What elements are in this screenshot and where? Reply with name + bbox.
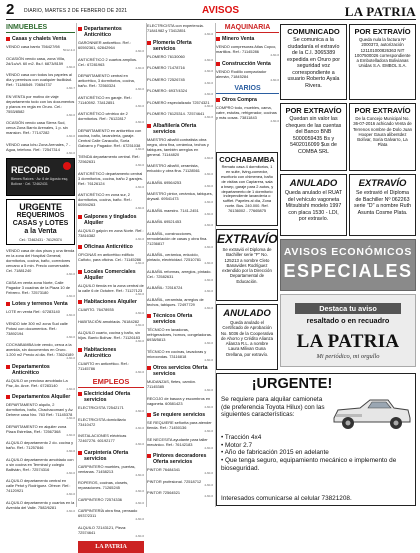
bullet-square-icon <box>147 124 151 128</box>
ad-reference: 4-60-6 <box>66 470 75 475</box>
classified-ad: TÉCNICO en lavadoras, refrigeradores, hornos, congeladoras. 6938/5813 4-60-6 <box>147 327 213 345</box>
classified-ad: CUARTO. 76478935 4-60-6 <box>78 307 144 315</box>
category-heading: Oficinas Anticrético <box>78 244 144 250</box>
bullet-square-icon <box>6 37 10 41</box>
column-divider <box>76 23 77 507</box>
urgente-camioneta-ad <box>216 373 416 506</box>
ad-reference: 4-60-6 <box>204 494 213 498</box>
ad-reference: 4-60-6 <box>66 508 75 513</box>
classified-ad: COCHABAMBA lote vendo, cerca a la avenida, sin documentos en Oruro. 1.200 m2 Precio al dia. Ref.: 73624189 4-60-6 <box>6 342 75 360</box>
classified-ad: OFICINAS en anticrético edificio Cañoto, para oficina. Cel.: 71145286 4-60-6 <box>78 252 144 265</box>
column-4 <box>216 23 279 123</box>
classified-ad: ALBAÑIL, construcciones, remodelación de casas y obra fina. 71236817 4-60-6 <box>147 230 213 249</box>
section-title: AVISOS <box>202 5 240 16</box>
urgente-intro: Se requiere para alquilar camioneta (de preferencia Toyota Hilux) con las siguientes características: <box>221 396 325 419</box>
classified-ad: DEPARTAMENTO en anticrético con cocina, baño, lavandería, garaje. Central Calle Caracollo, Soria Galvarro y Pagador. Ref.: 67251038 4-60-6 <box>78 127 144 151</box>
classified-ad: PLOMERO 76130060 4-60-6 <box>147 53 213 62</box>
classified-ad: PLOMERO especializado 72574321 4-60-6 <box>147 99 213 108</box>
ad-list <box>6 309 75 361</box>
category-heading: Carpintería Oferta servicios <box>78 450 144 462</box>
ad-reference: 4-60-6 <box>270 119 279 123</box>
ad-reference: 4-60-6 <box>135 369 144 374</box>
ad-reference: 4-60-6 <box>204 429 213 433</box>
classified-ad: ALBAÑIL: 72516724 4-60-6 <box>147 285 213 293</box>
ad-reference: 4-60-6 <box>204 57 213 62</box>
category-heading: Galpones y tinglados Alquiler <box>78 214 144 226</box>
classified-ad: DEPARTAMENTO en alquiler zona Plaza Estrellas, Ref.: 72567368 4-60-6 <box>6 423 75 437</box>
ad-reference: 4-60-6 <box>204 183 213 188</box>
ad-reference: 4-60-6 <box>66 416 75 420</box>
classified-ad: ANTICRÉTICO céntrico de 2 dormitorios. Ref.: 76122817 4-60-6 <box>78 111 144 124</box>
classified-ad: VENDO compresoras Atlas Copco, martillos. Ref.: 71145286 4-60-6 <box>216 44 279 57</box>
ad-reference: 4-60-6 <box>135 87 144 91</box>
ad-reference: 4-60-6 <box>135 261 144 265</box>
ad-list <box>78 228 144 242</box>
classified-ad: DEPARTAMENTO central en anticrético, 3 dormitorios, cocina, baño. Ref.: 72560324 4-60-6 <box>78 73 144 91</box>
ad-reference: 4-60-6 <box>204 305 213 310</box>
category-heading: Se requiere servicios <box>147 412 213 418</box>
category-heading: Casas y chalets Venta <box>6 36 75 42</box>
ad-list <box>78 283 144 297</box>
requirement-item: • Tracción 4x4 <box>221 434 411 442</box>
ad-reference: 4-60-6 <box>204 69 213 73</box>
ad-reference: 4-60-6 <box>135 517 144 521</box>
bullet-square-icon <box>147 314 151 318</box>
category-heading: Habitaciones Alquiler <box>78 299 144 305</box>
classified-ad: GARONNIER anticrético. Ref.: 60592361, 62842964 4-60-6 <box>78 40 144 53</box>
extravio-cheques-box: POR EXTRAVÍO Quedan sin valor las cheques de las cuentas del Banco BNB 5000059435 Bs y 5402016099 $us de COMBA SRL <box>280 103 347 171</box>
section-heading-inmuebles: INMUEBLES <box>6 24 75 33</box>
classified-ad: VENDO casa Ichu Zona Arenales, 7 - Agua, telefono. Ref.: 72547314 4-60-6 <box>6 141 75 155</box>
classified-ad: PINTOR 72564521 4-60-6 <box>147 490 213 498</box>
classified-ad: ANTICRÉTICO 2 cuartos amplios. Cel.: 67281963 4-60-6 <box>78 56 144 70</box>
avisos-especiales-banner: AVISOS ECONÓMICOS ESPECIALES <box>280 239 416 291</box>
classified-ad: ALQUILO 72143121, Pieza: 72574641 4-60-6 <box>78 524 144 538</box>
classified-ad: ALQUILO cuarto, cocina y baño, sin hijos. Barrio Bolívar. Ref.: 71126183 4-60-6 <box>78 330 144 343</box>
ad-list <box>147 379 213 409</box>
category-heading: Otros servicios Oferta servicios <box>147 365 213 377</box>
ad-list <box>78 40 144 211</box>
ad-reference: 4-60-6 <box>66 112 75 117</box>
classified-ad: ALQUILO departamento central en calle Petot y Rodríguez. Ofrece: Ref.: 74120921 4-60-6 <box>6 478 75 496</box>
category-heading: Albañilería Oferta servicios <box>147 123 213 135</box>
classified-ad: OCASIÓN vendo casa, zona Villa, 2d/1c/c/t. 60 m2. Bs.f. 6873/8159 4-60-6 <box>6 55 75 69</box>
classified-ad: ALQUILO departamento amoblado con o sin cocina en Terminal y colegio Ballivián, Ref.: 72574316 4-60-6 <box>6 456 75 475</box>
ad-reference: 4-60-6 <box>204 388 213 392</box>
category-heading: Construcción Venta <box>216 61 279 67</box>
ad-list <box>78 464 144 539</box>
extravio-bachiller-box: EXTRAVÍO Se extravió el Diploma de Bachiller serie "F" No. 125213 a nombre Cleto Banavides Rodríguez extendido por la Dirección Departamental de Educación. <box>216 229 278 301</box>
bullet-square-icon <box>6 395 10 399</box>
ad-list <box>147 327 213 362</box>
ad-reference: 4-60-6 <box>135 472 144 477</box>
bullet-square-icon <box>147 41 151 45</box>
bullet-square-icon <box>78 215 82 219</box>
bullet-square-icon <box>216 37 220 41</box>
ad-reference: 4-60-6 <box>135 146 144 151</box>
ad-reference: 4-60-6 <box>66 386 75 391</box>
classified-ad: INSTALACIONES eléctricas 72467276. 60192177 4-60-6 <box>78 433 144 446</box>
classified-ad: DEPARTAMENTO alquilo, 2 dormitorios, baño, Chachacomani y Av. Dehene casa Nro. 763 Ref.: 71145378 4-60-6 <box>6 402 75 420</box>
bullet-square-icon <box>6 302 10 306</box>
column-3 <box>147 23 213 507</box>
ad-reference: 4-60-6 <box>66 313 75 317</box>
ad-reference: 4-60-6 <box>135 184 144 189</box>
ad-reference: 4-60-6 <box>204 244 213 249</box>
category-heading: Plomería Oferta servicios <box>147 40 213 52</box>
ad-reference: 4-60-6 <box>135 425 144 430</box>
bullet-square-icon <box>147 366 151 370</box>
ad-reference: 4-60-6 <box>135 291 144 296</box>
ad-reference: 4-60-6 <box>135 65 144 70</box>
classified-ad: SE REQUIERE señorita para atender tienda. Ref.: 71450136 4-60-6 <box>147 420 213 433</box>
ad-reference: 4-60-6 <box>135 311 144 315</box>
ad-reference: 4-60-6 <box>66 449 75 453</box>
anulado-certificado-box: ANULADO Queda anulado el Certificado de Aprobación No. 5036 de la Cooperativa de Ahorro y Crédito Alianza Alianza R.L. a nombre Laura Milivan Guna Orellana, por extravío. <box>216 304 278 370</box>
category-heading: Electricidad Oferta servicios <box>78 391 144 403</box>
ad-reference: 4-60-6 <box>270 77 279 82</box>
classified-ad: MUDANZAS, fletes, camión. 71145385 4-60-6 <box>147 379 213 392</box>
classified-ad: VENDO Rodillo compactador alemán, 71845284 4-60-6 <box>216 68 279 82</box>
ad-list <box>147 23 213 37</box>
ad-reference: 4-60-6 <box>66 64 75 69</box>
classified-ad: LOTE en venta Ref.: 67283140 4-60-6 <box>6 309 75 317</box>
column-2 <box>78 23 144 550</box>
ad-reference: 4-60-6 <box>204 261 213 265</box>
classified-ad: VENDO casa de dos pisos y una tienda en la zona del Hospital General; dormitorios, cocina, baño, corredores cercano a 5 min. Precio conversable. Cel. 71881240 4-60-6 <box>6 248 75 276</box>
ad-reference: 4-60-6 <box>204 103 213 108</box>
classified-ad: HABITACIÓN amoblada. 76184282 4-60-6 <box>78 318 144 327</box>
category-heading: Lotes y terrenos Venta <box>6 301 75 307</box>
category-heading: Técnicos Oferta servicios <box>147 313 213 325</box>
classified-ad: ANTICRÉTICO en garaje. Ref.: 71140592. 73412851 4-60-6 <box>78 94 144 108</box>
classified-ad: ALBAÑIL 69521453 4-60-6 <box>147 219 213 227</box>
logo-badge-icon <box>63 162 71 170</box>
classified-ad: CARPINTERÍA obra fina, pensado 6937/2311 4-60-6 <box>78 508 144 521</box>
ad-reference: 4-60-6 <box>66 492 75 496</box>
urgente-contact: Interesados comunicarse al celular 73821208. <box>221 495 352 502</box>
ad-reference: 4-60-6 <box>204 200 213 204</box>
classified-ad: ALBAÑIL, ceramista, arreglos de techos, tabiques. 72497729 4-60-6 <box>147 296 213 310</box>
ad-list <box>216 44 279 58</box>
ad-reference: 4-60-6 <box>66 432 75 437</box>
ad-reference: 4-60-6 <box>135 49 144 53</box>
ad-list <box>147 420 213 450</box>
classified-ad: CARPINTERO 72574336 4-60-6 <box>78 496 144 505</box>
bullet-square-icon <box>78 451 82 455</box>
ad-reference: 4-60-7 <box>66 86 75 90</box>
classified-ad: ALQUILO un precioso amoblado La Paz, Av. Arce. Ref.: 67283140 4-60-6 <box>6 377 75 391</box>
classified-ad: CARPINTERO muebles, puertas, ventanas. 71458213 4-60-6 <box>78 463 144 477</box>
ad-reference: 4-60-6 <box>135 489 144 493</box>
comunicado-box: COMUNICADO Se comunica a la ciudadanía el extravío de la C.I. 3065389 expedida en Oruro por seguridad voz correspondiente a usuario Roberto Ayala Rivera. <box>280 24 347 100</box>
classified-ad: ALQUILO galpón en zona Norte. Ref.: 73816382 4-60-6 <box>78 227 144 241</box>
bullet-square-icon <box>6 365 10 369</box>
ad-reference: 4-60-6 <box>204 357 213 362</box>
classified-ad: ALQUILO departamento y cuartos en la Avenida del Valle. 7582/6281 4-60-6 <box>6 499 75 513</box>
classified-ad: CUARTO en anticrético. Ref.: 71145786 4-60-6 <box>78 360 144 374</box>
classified-ad: ALQUILO departamento 2 do. cocina y baño. Ref.: 71257846 4-60-6 <box>6 440 75 453</box>
requirement-item: • Motor 2.7 <box>221 442 411 450</box>
ad-list <box>147 54 213 120</box>
ad-list <box>6 402 75 513</box>
pickup-truck-icon <box>330 392 414 432</box>
classified-ad: ELECTRICISTA con experiencia. 71841982 y 73412851 4-60-6 <box>147 23 213 36</box>
ad-list <box>78 252 144 266</box>
ad-reference: 4-60-6 <box>135 442 144 446</box>
newspaper-brand: LA PATRIA <box>344 4 416 19</box>
ad-list <box>6 44 75 155</box>
section-heading-maquinaria: MAQUINARIA <box>216 24 279 33</box>
extravio-diploma-box: EXTRAVÍO Se extravió el Diploma de Bachiller Nº 062263 serie "D" a nombre Ruth Asunta Cosme Plata. <box>349 174 416 236</box>
classified-ad: ALBAÑIL 69564253 4-60-6 <box>147 179 213 188</box>
ad-reference: 4-60-6 <box>204 155 213 160</box>
ad-reference: 4-60-6 <box>204 211 213 216</box>
ad-reference: 4-60-6 <box>135 533 144 538</box>
classified-ad: COMPRO todo, muebles, cama, catre, estufas, refrigerador, cocinas y más cosas. 73811843 4-60-6 <box>216 105 279 123</box>
requirement-item: • Que tenga seguro, equipamiento mecánico e implemento de bioseguridad. <box>221 457 411 472</box>
bullet-square-icon <box>147 454 151 458</box>
ad-list <box>78 361 144 375</box>
ad-reference: 4-60-6 <box>135 103 144 108</box>
classified-ad: ALBAÑIL maestro. 7141-2451 4-60-6 <box>147 207 213 216</box>
bullet-square-icon <box>216 98 220 102</box>
mini-brand-logo: LA PATRIA <box>78 541 144 553</box>
category-heading: Minero Venta <box>216 36 279 42</box>
classified-ad: PLOMERO 71478716 4-60-6 <box>147 65 213 73</box>
classified-ad: SE NECESITA ayudante para taller mecánico. Ref.: 76142183 4-60-6 <box>147 436 213 450</box>
bullet-square-icon <box>78 392 82 396</box>
ad-reference: 4-60-6 <box>204 223 213 227</box>
ad-list <box>216 105 279 124</box>
ad-reference: 4-60-6 <box>204 277 213 282</box>
ad-reference: 4-60-6 <box>66 356 75 360</box>
classified-ad: ELECTRICISTA 72542171 4-60-6 <box>78 405 144 413</box>
ad-reference: 4-60-6 <box>135 236 144 241</box>
ad-reference: 4-60-6 <box>204 115 213 119</box>
ad-reference: 4-60-6 <box>204 172 213 176</box>
category-heading: Pintores decoradores Oferta servicios <box>147 453 213 465</box>
section-heading-varios: VARIOS <box>216 85 279 94</box>
classified-ad: ALBAÑIL reformas, arreglos, pintado. Cel.: 72582631 4-60-6 <box>147 268 213 282</box>
ad-reference: 5012-3-0 <box>62 48 75 52</box>
classified-ad: PINTOR 76484341 4-60-6 <box>147 467 213 475</box>
ad-reference: 4-60-6 <box>135 120 144 124</box>
category-heading: Departamentos Anticrético <box>78 26 144 38</box>
classified-ad: MAESTRO albañil contratista obra negra, obra fina, cerámica, techos y tabiques, también arreglos en general. 71144820 4-60-6 <box>147 136 213 160</box>
bullet-square-icon <box>78 27 82 31</box>
classified-ad: OCASIÓN vendo casa Sierra Sud, cerca Zona Barrio Arenales, 1 p. sin mansion. Ref.: 77147282 4-60-6 <box>6 120 75 138</box>
ad-reference: 4-60-6 <box>66 334 75 339</box>
category-heading: Habitaciones Anticrético <box>78 347 144 359</box>
ad-reference: 4-60-6 <box>204 445 213 450</box>
category-heading: Locales Comerciales Alquiler <box>78 269 144 281</box>
urgente-ad: URGENTE REQUERIMOS CASAS y LOTES a la Venta Cel.: 72462431 · 76129374 <box>6 199 75 245</box>
classified-ad: MAESTRO pintor, cerámica, tabiques, drywall. 69541473 4-60-6 <box>147 191 213 204</box>
ad-reference: 4-60-6 <box>270 53 279 57</box>
page-number: 2 <box>6 1 15 18</box>
classified-ad: VENDO casa con todos los papeles al día y permisos con cualquier facilidad. Ref.: 71186549. 70654737 4-60-7 <box>6 72 75 90</box>
classified-ad: RECOJO de basura y escombros en vagoneta. 60581423 4-60-6 <box>147 395 213 409</box>
classified-ad: PLOMERO 76125314. 72574641 4-60-6 <box>147 111 213 119</box>
category-heading: Otros Compra <box>216 97 279 103</box>
bullet-square-icon <box>78 348 82 352</box>
classified-ad: CASA en venta zona Norte, Calle Pagador 3 cuadras de la Plaza 10 de Febrero. Ref.: 72573180 4-60-6 <box>6 279 75 298</box>
bullet-square-icon <box>78 300 82 304</box>
extravio-concejo-box: POR EXTRAVÍO De la Concejo Municipal No. 36-07-2016 achicado Venta de Terrenos nombre de Dolo Juan Hooper Gaura alibentdez Bolívar, Soria Galvarro, La Plata <box>349 103 416 171</box>
column-1 <box>6 23 75 513</box>
classified-ad: VENDO casa barrio 756427/98 5012-3-0 <box>6 44 75 52</box>
classified-ad: PINTOR profesional. 72518712 4-60-6 <box>147 478 213 487</box>
ad-list <box>147 137 213 311</box>
page-date: DIARIO, MARTES 2 DE FEBRERO DE 2021 <box>24 8 128 14</box>
classified-ad: ALBAÑIL, cerámica, enlucido, pintado, electricidad. 72510781 4-60-6 <box>147 252 213 265</box>
ad-list <box>147 467 213 499</box>
category-heading: Departamentos Alquiler <box>6 394 75 400</box>
ad-reference: 4-60-6 <box>135 409 144 413</box>
ad-reference: 4-60-6 <box>204 289 213 293</box>
ad-reference: 4-60-6 <box>135 206 144 210</box>
destaca-aviso-promo: Destaca tu aviso resaltado o en recuadro LA PATRIA Mi periódico, mi orgullo <box>280 294 416 367</box>
classified-ad: TIENDA departamento central. Ref.: 72562631 4-60-6 <box>78 154 144 167</box>
ad-reference: 4-60-6 <box>204 32 213 36</box>
classified-ad: VENDO lote 300 m2 zona Sud calle Potosí con documentos. Ref.: 73892194 4-60-6 <box>6 320 75 339</box>
ad-reference: 4-60-6 <box>66 272 75 276</box>
column-divider <box>146 23 147 507</box>
section-heading-empleos: EMPLEOS <box>78 377 144 388</box>
requirements-list <box>221 434 411 473</box>
classified-ad: ANTICRÉTICO en zona sur, 2 dormitorios, cocina, baño. Ref.: 60594263 4-60-6 <box>78 192 144 210</box>
ad-reference: 4-60-6 <box>204 80 213 85</box>
ad-reference: 4-60-6 <box>204 482 213 487</box>
anulado-ruat-box: ANULADO Queda anulado el RUAT del vehículo vagoneta Mitsubishi modelo 1997 con placa 1530 - LDI, por extravío. <box>280 174 347 236</box>
column-divider <box>215 23 216 507</box>
ad-reference: 4-60-6 <box>204 471 213 475</box>
bullet-square-icon <box>216 62 220 66</box>
classified-ad: PLOMERO: 6937/4324 4-60-6 <box>147 88 213 96</box>
ad-list <box>216 69 279 83</box>
ad-reference: 4-60-6 <box>66 293 75 298</box>
classified-ad: ROPEROS, cocinas, closets, reparaciones. 71265245 4-60-6 <box>78 480 144 493</box>
classified-ad: ANTICRÉTICO departamento central 3 dormitorios, cocina, baño 2 garajes. Ref.: 76126124 4-60-6 <box>78 170 144 189</box>
bullet-square-icon <box>78 245 82 249</box>
ad-list <box>6 248 75 298</box>
ad-reference: 4-60-6 <box>66 134 75 138</box>
ad-reference: 4-60-6 <box>135 322 144 327</box>
classified-ad: EN VENTA por motivo de viaje departamento todo con los documentos y planos en regla en Oruro. Cel.: 7553/8582 4-60-6 <box>6 93 75 117</box>
requirement-item: • Año de fabricación 2015 en adelante <box>221 449 411 457</box>
realestate-logo: RECORD Bienes Raíces · Av. 6 de Agosto esq. Bolívar · Cel. 72462431 <box>6 158 75 196</box>
category-heading: Departamentos Anticrético <box>6 364 75 376</box>
ad-list <box>78 307 144 344</box>
ad-reference: 4-60-6 <box>135 163 144 167</box>
classified-ad: ALQUILO tienda en la zona central de la calle 6 de Octubre. Ref.: 71127123 4-60-6 <box>78 282 144 296</box>
ad-reference: 4-60-6 <box>135 339 144 343</box>
ad-reference: 4-60-6 <box>204 404 213 409</box>
cochabamba-box: COCHABAMBA Remato casa 4 dormitorios, 1 en suite, living-comedor, escritorio con chimenea, baño de visitas con Capiarera, sala a bwep, garaje para 2 autos, y departamento de 1 dormitorio independiente lavandería o sufflet. Papeles al día, Zona norte. Bus. 240.000. Ref. 76136002 - 77665875 <box>216 152 278 226</box>
classified-ad: PLOMERO 72526745 4-60-6 <box>147 76 213 85</box>
ad-reference: 4-60-6 <box>204 341 213 345</box>
ad-reference: 4-60-6 <box>66 150 75 155</box>
bullet-square-icon <box>147 413 151 417</box>
extravio-factura-box: POR EXTRAVÍO Queda nula la factura Nº 2000373, autorización 121101000826363 NIT 1007500026 correspondiente a Embotelladora Bolivianas Unidas S.A. EMBOL S.A. <box>349 24 416 100</box>
page-header <box>6 3 416 20</box>
classified-ad: ELECTRICISTA domiciliario 73410472 4-60-6 <box>78 416 144 430</box>
ad-reference: 4-60-6 <box>135 500 144 505</box>
classified-ad: TÉCNICO en cocinas, lavadoras y microondas. 73116818 4-60-6 <box>147 348 213 362</box>
ad-list <box>78 405 144 447</box>
urgente-title: ¡URGENTE! <box>251 376 333 392</box>
classified-ad: MAESTRO albañil, ceramista, enlucido y obra fina. 71128561 4-60-6 <box>147 163 213 176</box>
bullet-square-icon <box>78 270 82 274</box>
ad-list <box>6 378 75 392</box>
ad-reference: 4-60-6 <box>204 92 213 96</box>
